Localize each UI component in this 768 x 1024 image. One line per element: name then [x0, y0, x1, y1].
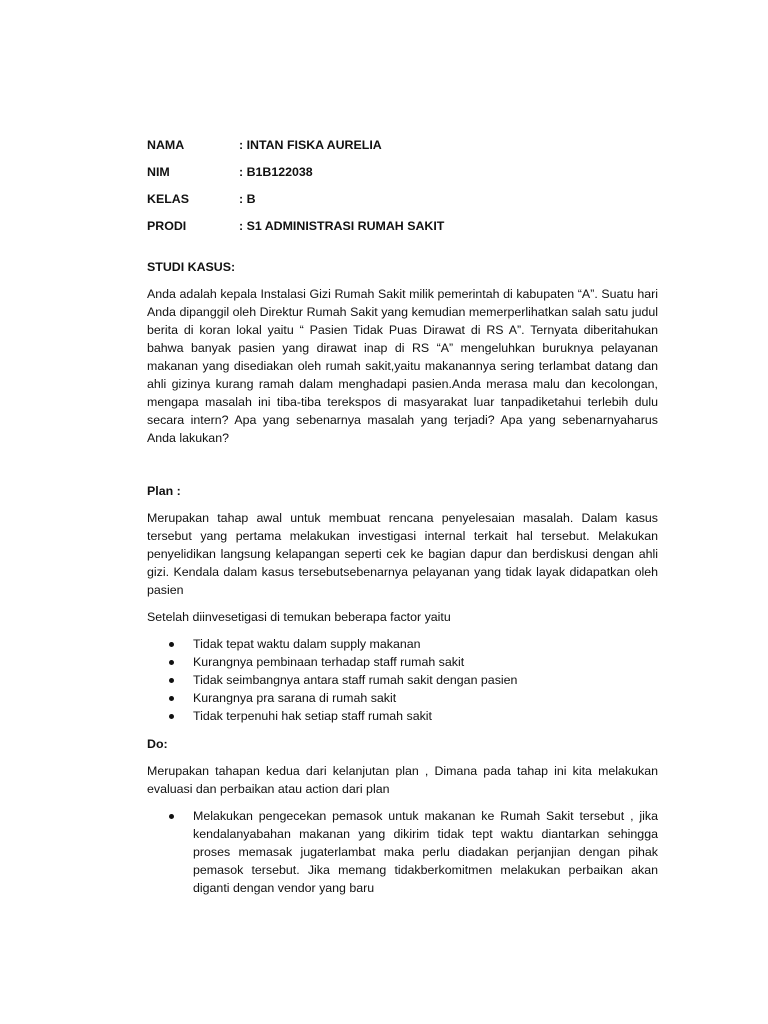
identity-row-nama: [147, 136, 658, 154]
factor-text: Tidak seimbangnya antara staff rumah sakit dengan pasien: [193, 673, 518, 687]
action-text: Melakukan pengecekan pemasok untuk makanan ke Rumah Sakit tersebut , jika kendalanyabahan makanan yang dikirim tidak tept waktu diantarkan sehingga proses memasak jugaterlambat maka perlu diadakan perjanjian dengan pihak pemasok tersebut. Jika memang tidakberkomitmen melakukan perbaikan akan diganti dengan vendor yang baru: [193, 809, 658, 895]
list-item: [147, 807, 658, 897]
factor-text: Tidak tepat waktu dalam supply makanan: [193, 637, 421, 651]
identity-row-nim: [147, 163, 658, 181]
list-item: [147, 671, 658, 689]
list-item: [147, 653, 658, 671]
identity-value: : INTAN FISKA AURELIA: [239, 138, 382, 152]
factor-text: Tidak terpenuhi hak setiap staff rumah sakit: [193, 709, 432, 723]
identity-row-prodi: [147, 217, 658, 235]
studi-kasus-heading: STUDI KASUS:: [147, 260, 236, 274]
bullet-icon: [169, 660, 174, 665]
identity-label: NIM: [147, 165, 170, 179]
bullet-icon: [169, 642, 174, 647]
plan-intro: Setelah diinvesetigasi di temukan beberapa factor yaitu: [147, 610, 451, 624]
plan-body: Merupakan tahap awal untuk membuat rencana penyelesaian masalah. Dalam kasus tersebut yang pertama melakukan investigasi internal terkait hal tersebut. Melakukan penyelidikan langsung kelapangan seperti cek ke bagian dapur dan berdiskusi dengan ahli gizi. Kendala dalam kasus tersebutsebenarnya pelayanan yang tidak layak didapatkan oleh pasien: [147, 511, 658, 597]
plan-heading: Plan :: [147, 484, 181, 498]
bullet-icon: [169, 814, 174, 819]
identity-value: : B: [239, 192, 256, 206]
identity-value: : B1B122038: [239, 165, 313, 179]
bullet-icon: [169, 714, 174, 719]
identity-row-kelas: [147, 190, 658, 208]
do-heading: Do:: [147, 737, 168, 751]
identity-label: KELAS: [147, 192, 189, 206]
identity-block: [147, 136, 658, 235]
bullet-icon: [169, 678, 174, 683]
studi-kasus-body: Anda adalah kepala Instalasi Gizi Rumah Sakit milik pemerintah di kabupaten “A”. Suatu hari Anda dipanggil oleh Direktur Rumah Sakit yang kemudian memerperlihatkan salah satu judul berita di koran lokal yaitu “ Pasien Tidak Puas Dirawat di RS A”. Ternyata diberitahukan bahwa banyak pasien yang dirawat inap di RS “A” mengeluhkan buruknya pelayanan makanan yang disediakan oleh rumah sakit,yaitu makanannya sering terlambat datang dan ahli gizinya kurang ramah dalam menghadapi pasien.Anda merasa malu dan kecolongan, mengapa masalah ini tiba-tiba terekspos di masyarakat luar tanpadiketahui terlebih dulu secara intern? Apa yang sebenarnya masalah yang terjadi? Apa yang sebenarnyaharus Anda lakukan?: [147, 287, 658, 445]
list-item: [147, 707, 658, 725]
do-body: Merupakan tahapan kedua dari kelanjutan plan , Dimana pada tahap ini kita melakukan evaluasi dan perbaikan atau action dari plan: [147, 764, 658, 796]
bullet-icon: [169, 696, 174, 701]
factor-list: [147, 635, 658, 725]
factor-text: Kurangnya pembinaan terhadap staff rumah sakit: [193, 655, 465, 669]
list-item: [147, 635, 658, 653]
list-item: [147, 689, 658, 707]
identity-value: : S1 ADMINISTRASI RUMAH SAKIT: [239, 219, 445, 233]
identity-label: NAMA: [147, 138, 185, 152]
action-list: [147, 807, 658, 897]
document-content: [147, 136, 658, 897]
factor-text: Kurangnya pra sarana di rumah sakit: [193, 691, 397, 705]
identity-label: PRODI: [147, 219, 187, 233]
